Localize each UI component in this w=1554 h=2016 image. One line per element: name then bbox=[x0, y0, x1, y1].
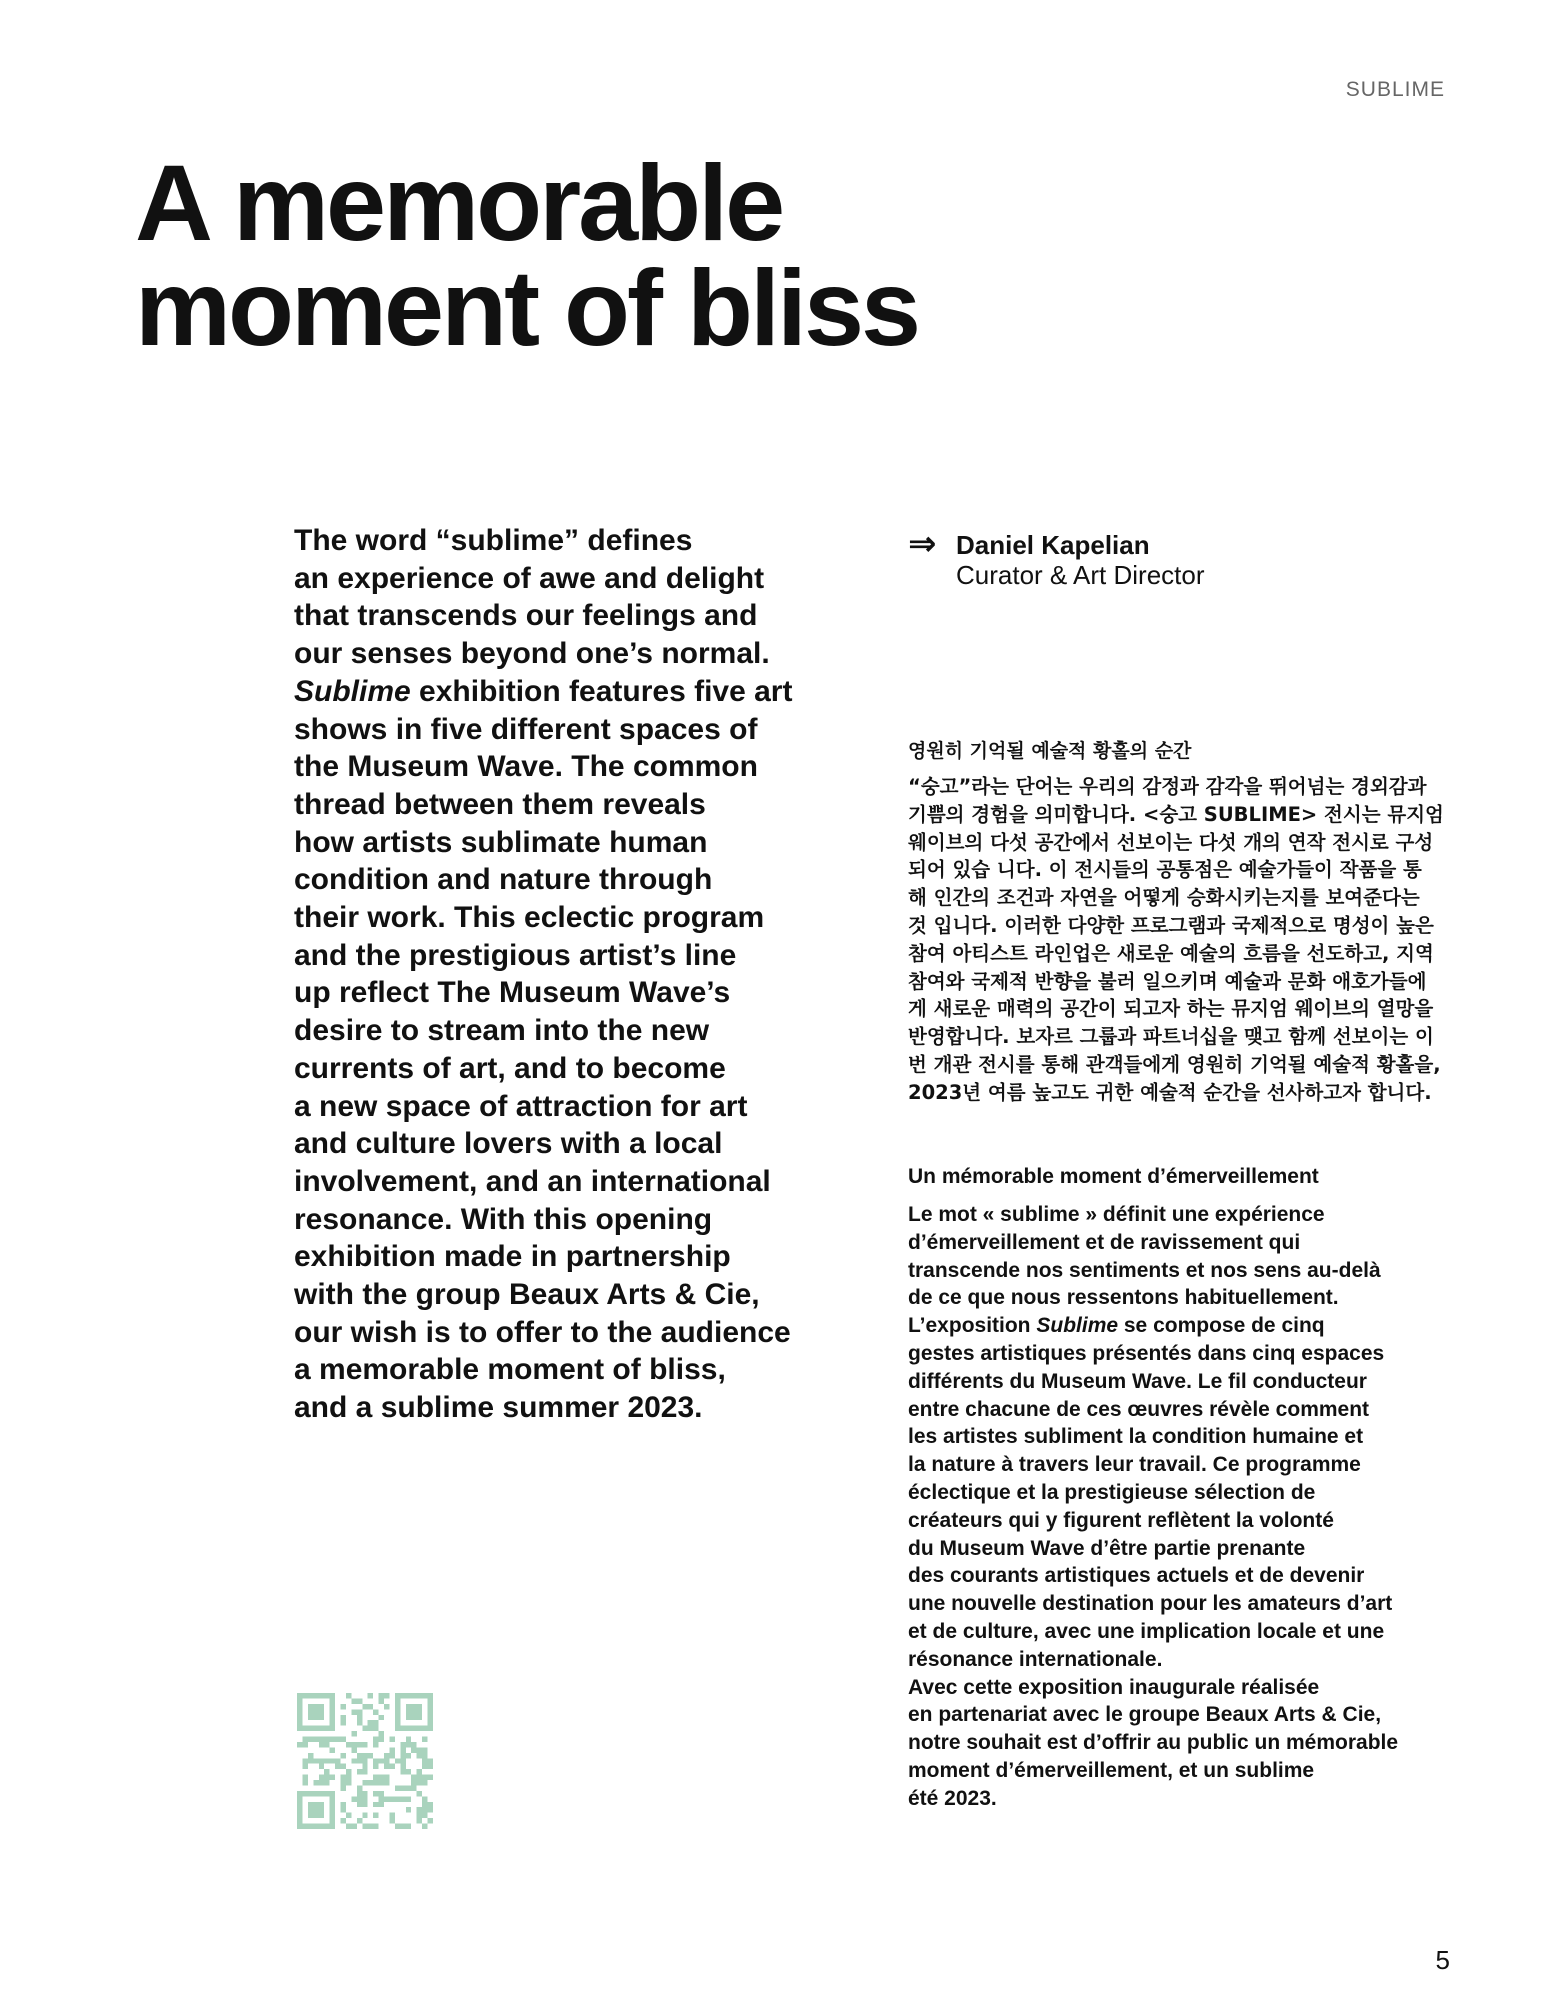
text-line: les artistes subliment la condition humaine et bbox=[908, 1425, 1364, 1449]
text-line: and a sublime summer 2023. bbox=[294, 1391, 703, 1425]
page-title bbox=[135, 142, 919, 368]
text-line: 번 개관 전시를 통해 관객들에게 영원히 기억될 예술적 황홀을, bbox=[908, 1052, 1441, 1076]
text-line: et de culture, avec une implication locale et une bbox=[908, 1619, 1385, 1643]
text-line: shows in five different spaces of bbox=[294, 712, 758, 746]
brand-label: SUBLIME bbox=[1345, 78, 1445, 101]
text-line: 되어 있습 니다. 이 전시들의 공통점은 예술가들이 작품을 통 bbox=[908, 858, 1422, 882]
text-line: our senses beyond one’s normal. bbox=[294, 637, 770, 671]
text-line: exhibition made in partnership bbox=[294, 1240, 731, 1274]
text-line: Le mot « sublime » définit une expérience bbox=[908, 1203, 1325, 1226]
text-line: différents du Museum Wave. Le fil conducteur bbox=[908, 1369, 1367, 1393]
text-line: 2023년 여름 높고도 귀한 예술적 순간을 선사하고자 합니다. bbox=[908, 1080, 1432, 1104]
text-line: notre souhait est d’offrir au public un mémorable bbox=[908, 1731, 1399, 1755]
text-line: how artists sublimate human bbox=[294, 825, 708, 859]
text-line: des courants artistiques actuels et de devenir bbox=[908, 1564, 1365, 1588]
text-line: resonance. With this opening bbox=[294, 1202, 713, 1236]
title-line-2: moment of bliss bbox=[135, 247, 919, 368]
text-line: our wish is to offer to the audience bbox=[294, 1315, 791, 1349]
arrow-right-icon: ⇒ bbox=[908, 525, 937, 563]
text-line: résonance internationale. bbox=[908, 1647, 1163, 1671]
korean-section bbox=[908, 736, 1448, 1107]
text-line: Avec cette exposition inaugurale réalisée bbox=[908, 1675, 1320, 1699]
text-line: with the group Beaux Arts & Cie, bbox=[294, 1278, 760, 1312]
text-line: 참여 아티스트 라인업은 새로운 예술의 흐름을 선도하고, 지역 bbox=[908, 941, 1434, 965]
text-line bbox=[294, 673, 854, 711]
text-line: desire to stream into the new bbox=[294, 1014, 710, 1048]
text-line: thread between them reveals bbox=[294, 787, 706, 821]
text-line: la nature à travers leur travail. Ce programme bbox=[908, 1453, 1361, 1477]
text-line: créateurs qui y figurent reflètent la volonté bbox=[908, 1508, 1334, 1532]
text-line: up reflect The Museum Wave’s bbox=[294, 976, 731, 1010]
curator-name: Daniel Kapelian bbox=[956, 530, 1150, 560]
korean-heading: 영원히 기억될 예술적 황홀의 순간 bbox=[908, 740, 1192, 762]
english-text bbox=[294, 522, 854, 1427]
text-line: an experience of awe and delight bbox=[294, 561, 765, 595]
text-line: 반영합니다. 보자르 그룹과 파트너십을 맺고 함께 선보이는 이 bbox=[908, 1025, 1434, 1049]
text-line: 참여와 국제적 반향을 불러 일으키며 예술과 문화 애호가들에 bbox=[908, 969, 1427, 993]
qr-code-icon[interactable] bbox=[297, 1693, 433, 1829]
text-line: entre chacune de ces œuvres révèle comment bbox=[908, 1397, 1370, 1421]
text-fragment: L’exposition bbox=[908, 1314, 1037, 1338]
text-line: gestes artistiques présentés dans cinq espaces bbox=[908, 1341, 1385, 1365]
text-line: une nouvelle destination pour les amateurs d’art bbox=[908, 1592, 1393, 1616]
text-line: a memorable moment of bliss, bbox=[294, 1353, 726, 1387]
korean-text bbox=[908, 773, 1448, 1107]
text-line: “숭고”라는 단어는 우리의 감정과 감각을 뛰어넘는 경외감과 bbox=[908, 775, 1427, 798]
text-line: 게 새로운 매력의 공간이 되고자 하는 뮤지엄 웨이브의 열망을 bbox=[908, 997, 1434, 1021]
text-line: a new space of attraction for art bbox=[294, 1089, 748, 1123]
text-line: their work. This eclectic program bbox=[294, 901, 765, 935]
text-line: de ce que nous ressentons habituellement. bbox=[908, 1286, 1339, 1310]
curator-role: Curator & Art Director bbox=[956, 560, 1205, 590]
text-line: du Museum Wave d’être partie prenante bbox=[908, 1536, 1306, 1560]
text-line: transcende nos sentiments et nos sens au-delà bbox=[908, 1258, 1381, 1282]
text-line: condition and nature through bbox=[294, 863, 713, 897]
french-section bbox=[908, 1165, 1448, 1813]
page-number: 5 bbox=[1435, 1945, 1450, 1975]
text-line: éclectique et la prestigieuse sélection de bbox=[908, 1480, 1316, 1504]
title-line-1: A memorable bbox=[135, 142, 783, 263]
text-line bbox=[908, 1312, 1448, 1340]
text-line: 기쁨의 경험을 의미합니다. <숭고 SUBLIME> 전시는 뮤지엄 bbox=[908, 802, 1444, 826]
text-line: and culture lovers with a local bbox=[294, 1127, 723, 1161]
text-line: involvement, and an international bbox=[294, 1164, 771, 1198]
text-fragment: exhibition features five art bbox=[410, 674, 793, 708]
text-line: en partenariat avec le groupe Beaux Arts & Cie, bbox=[908, 1703, 1382, 1727]
text-line: currents of art, and to become bbox=[294, 1051, 726, 1085]
text-line: 해 인간의 조건과 자연을 어떻게 승화시키는지를 보여준다는 bbox=[908, 886, 1420, 910]
text-line: 것 입니다. 이러한 다양한 프로그램과 국제적으로 명성이 높은 bbox=[908, 913, 1434, 937]
text-line: and the prestigious artist’s line bbox=[294, 938, 737, 972]
french-heading: Un mémorable moment d’émerveillement bbox=[908, 1165, 1319, 1188]
text-line: d’émerveillement et de ravissement qui bbox=[908, 1230, 1301, 1254]
sublime-italic: Sublime bbox=[294, 674, 411, 708]
text-line: été 2023. bbox=[908, 1786, 997, 1810]
text-line: The word “sublime” defines bbox=[294, 524, 693, 557]
text-line: 웨이브의 다섯 공간에서 선보이는 다섯 개의 연작 전시로 구성 bbox=[908, 830, 1434, 854]
text-line: that transcends our feelings and bbox=[294, 599, 758, 633]
text-line: the Museum Wave. The common bbox=[294, 750, 758, 784]
text-fragment: se compose de cinq bbox=[1118, 1314, 1325, 1338]
text-line: moment d’émerveillement, et un sublime bbox=[908, 1758, 1315, 1782]
sublime-italic: Sublime bbox=[1036, 1314, 1119, 1338]
french-text bbox=[908, 1201, 1448, 1813]
